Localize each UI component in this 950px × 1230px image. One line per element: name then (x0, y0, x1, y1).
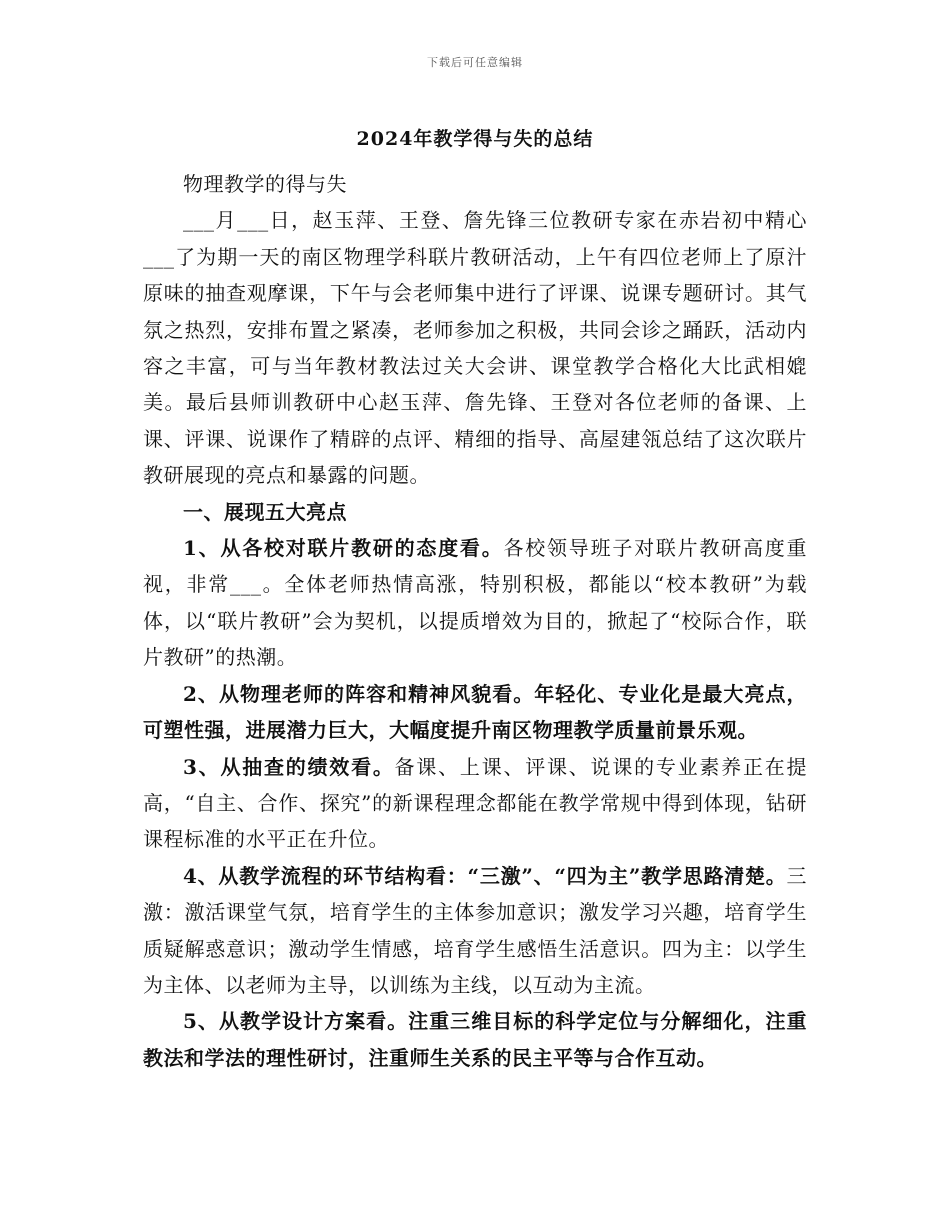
point-text: 三激：激活课堂气氛，培育学生的主体参加意识；激发学习兴趣，培育学生质疑解惑意识；激动学生情感，培育学生感悟生活意识。四为主：以学生为主体、以老师为主导，以训练为主线，以互动为主流。 (143, 863, 807, 997)
point-lead: 4、从教学流程的环节结构看：“三激”、“四为主”教学思路清楚。 (183, 863, 787, 888)
point-lead: 3、从抽查的绩效看。 (183, 754, 395, 779)
header-note: 下载后可任意编辑 (427, 56, 523, 69)
point-paragraph-4 (143, 858, 807, 1004)
subtitle: 物理教学的得与失 (183, 172, 347, 196)
point-text: 备课、上课、评课、说课的专业素养正在提高，“自主、合作、探究”的新课程理念都能在教学常规中得到体现，钻研课程标准的水平正在升位。 (143, 754, 807, 852)
document-body (143, 166, 807, 1076)
point-lead: 1、从各校对联片教研的态度看。 (183, 536, 504, 561)
point-paragraph-1 (143, 530, 807, 676)
document-title: 2024年教学得与失的总结 (356, 128, 594, 150)
section-heading: 一、展现五大亮点 (183, 499, 347, 524)
point-paragraph-5 (143, 1003, 807, 1076)
intro-paragraph: ___月___日，赵玉萍、王登、詹先锋三位教研专家在赤岩初中精心___了为期一天的南区物理学科联片教研活动，上午有四位老师上了原汁原味的抽查观摩课，下午与会老师集中进行了评课、说课专题研讨。其气氛之热烈，安排布置之紧凑，老师参加之积极，共同会诊之踊跃，活动内容之丰富，可与当年教材教法过关大会讲、课堂教学合格化大比武相媲美。最后县师训教研中心赵玉萍、詹先锋、王登对各位老师的备课、上课、评课、说课作了精辟的点评、精细的指导、高屋建瓴总结了这次联片教研展现的亮点和暴露的问题。 (143, 208, 807, 488)
point-lead: 5、从教学设计方案看。注重三维目标的科学定位与分解细化，注重教法和学法的理性研讨，注重师生关系的民主平等与合作互动。 (143, 1009, 807, 1070)
point-text: 各校领导班子对联片教研高度重视，非常___。全体老师热情高涨，特别积极，都能以“校本教研”为载体，以“联片教研”会为契机，以提质增效为目的，掀起了“校际合作，联片教研”的热潮。 (143, 536, 808, 670)
point-paragraph-2 (143, 676, 807, 749)
point-lead: 2、从物理老师的阵容和精神风貌看。年轻化、专业化是最大亮点，可塑性强，进展潜力巨大，大幅度提升南区物理教学质量前景乐观。 (143, 681, 807, 743)
point-paragraph-3 (143, 749, 807, 858)
